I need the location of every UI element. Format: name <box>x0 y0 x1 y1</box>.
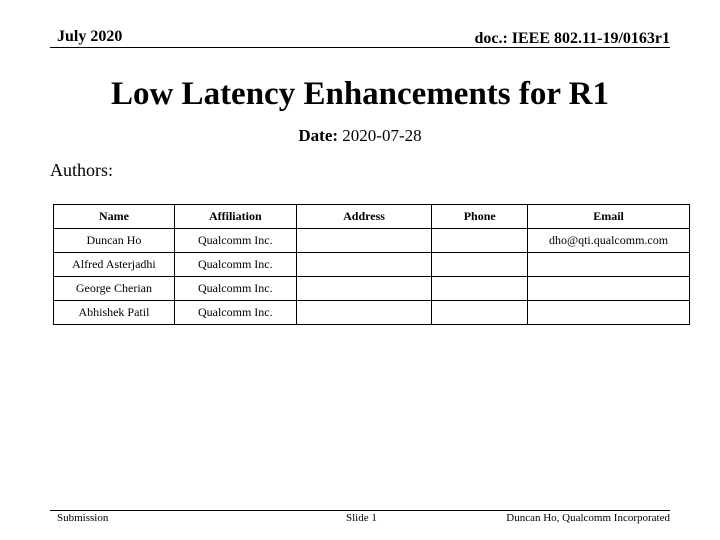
cell-email: dho@qti.qualcomm.com <box>528 229 690 253</box>
column-header-email: Email <box>528 205 690 229</box>
authors-label: Authors: <box>50 160 113 180</box>
cell-name: Duncan Ho <box>54 229 175 253</box>
footer-slide-number: Slide 1 <box>346 512 377 524</box>
header-doc-id: doc.: IEEE 802.11-19/0163r1 <box>474 30 670 47</box>
cell-email <box>528 253 690 277</box>
cell-affiliation: Qualcomm Inc. <box>174 277 296 301</box>
cell-affiliation: Qualcomm Inc. <box>174 229 296 253</box>
cell-affiliation: Qualcomm Inc. <box>174 301 296 325</box>
cell-phone <box>432 229 528 253</box>
column-header-affiliation: Affiliation <box>174 205 296 229</box>
cell-address <box>296 253 432 277</box>
cell-address <box>296 277 432 301</box>
cell-email <box>528 277 690 301</box>
cell-phone <box>432 301 528 325</box>
footer-submission: Submission <box>57 512 109 524</box>
footer-divider <box>50 510 670 511</box>
footer-author: Duncan Ho, Qualcomm Incorporated <box>506 512 670 524</box>
table-header-row <box>54 205 690 229</box>
table-row <box>54 301 690 325</box>
column-header-address: Address <box>296 205 432 229</box>
cell-email <box>528 301 690 325</box>
authors-table <box>53 204 690 325</box>
column-header-name: Name <box>54 205 175 229</box>
cell-phone <box>432 253 528 277</box>
header-divider <box>50 47 670 48</box>
table-row <box>54 229 690 253</box>
cell-name: Abhishek Patil <box>54 301 175 325</box>
header-date: July 2020 <box>57 28 123 45</box>
table-row <box>54 253 690 277</box>
table-row <box>54 277 690 301</box>
cell-name: George Cherian <box>54 277 175 301</box>
cell-affiliation: Qualcomm Inc. <box>174 253 296 277</box>
cell-address <box>296 301 432 325</box>
slide-title: Low Latency Enhancements for R1 <box>110 76 610 112</box>
cell-address <box>296 229 432 253</box>
cell-phone <box>432 277 528 301</box>
cell-name: Alfred Asterjadhi <box>54 253 175 277</box>
column-header-phone: Phone <box>432 205 528 229</box>
date-line <box>0 126 720 146</box>
date-label: Date: <box>298 126 339 145</box>
date-value: 2020-07-28 <box>342 126 422 145</box>
